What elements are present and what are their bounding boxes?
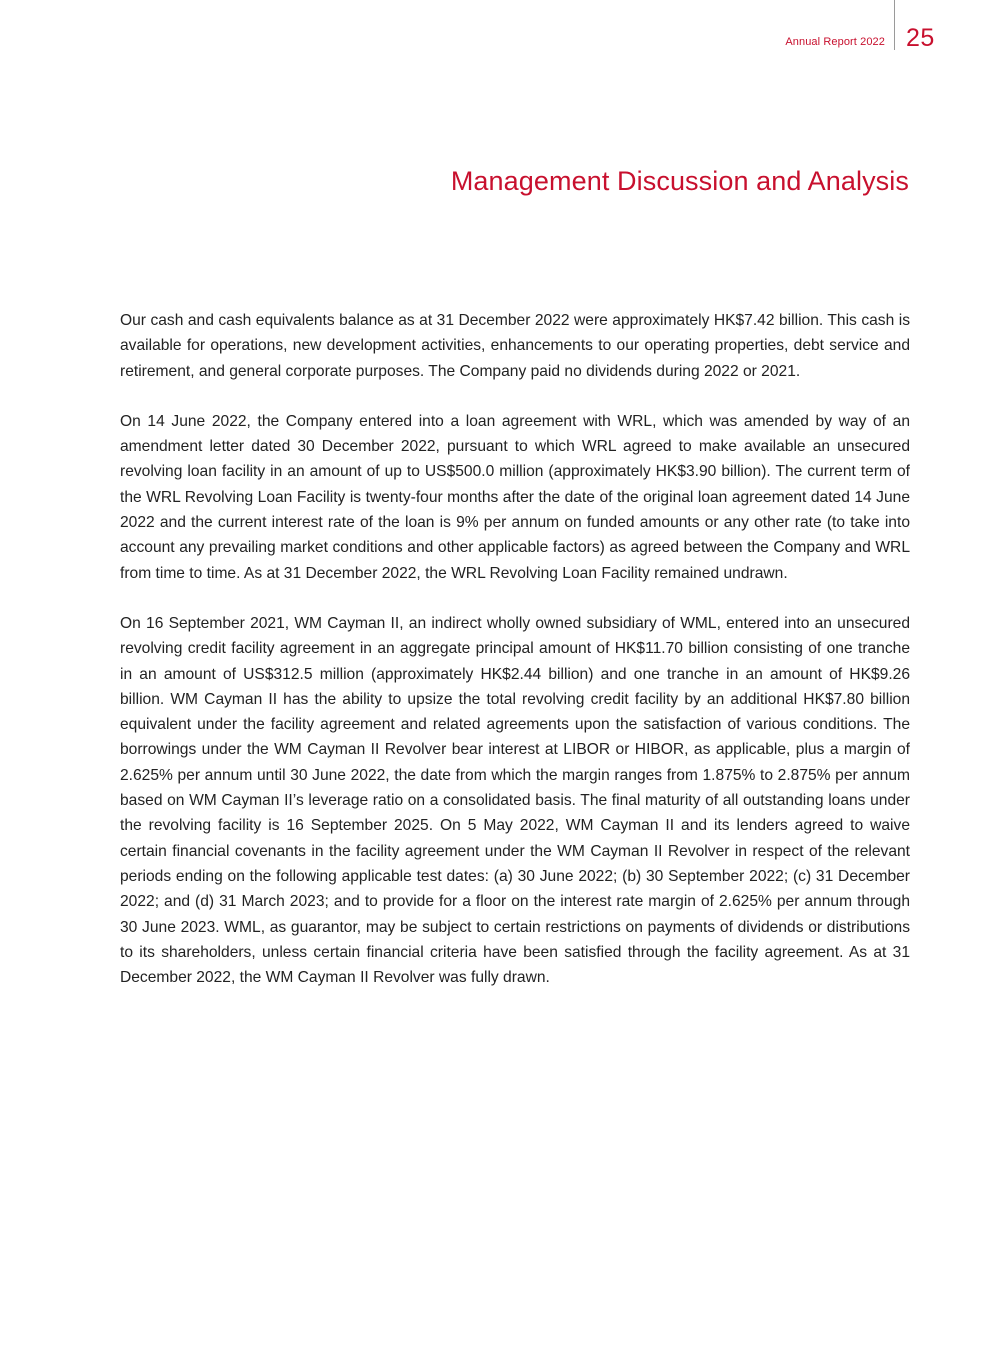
header-divider [894, 0, 895, 50]
page-header [0, 0, 1006, 60]
body-text [120, 308, 910, 1015]
page-number: 25 [906, 24, 935, 52]
paragraph-cash-balance: Our cash and cash equivalents balance as at 31 December 2022 were approximately HK$7.42 billion. This cash is available for operations, new development activities, enhancements to our operating properties, debt service and retirement, and general corporate purposes. The Company paid no dividends during 2022 or 2021. [120, 312, 910, 380]
paragraph-wm-cayman-revolver: On 16 September 2021, WM Cayman II, an indirect wholly owned subsidiary of WML, entered into an unsecured revolving credit facility agreement in an aggregate principal amount of HK$11.70 billion consisting of one tranche in an amount of US$312.5 million (approximately HK$2.44 billion) and one tranche in an amount of HK$9.26 billion. WM Cayman II has the ability to upsize the total revolving credit facility by an additional HK$7.80 billion equivalent under the facility agreement and related agreements upon the satisfaction of various conditions. The borrowings under the WM Cayman II Revolver bear interest at LIBOR or HIBOR, as applicable, plus a margin of 2.625% per annum until 30 June 2022, the date from which the margin ranges from 1.875% to 2.875% per annum based on WM Cayman II’s leverage ratio on a consolidated basis. The final maturity of all outstanding loans under the revolving facility is 16 September 2025. On 5 May 2022, WM Cayman II and its lenders agreed to waive certain financial covenants in the facility agreement under the WM Cayman II Revolver in respect of the relevant periods ending on the following applicable test dates: (a) 30 June 2022; (b) 30 September 2022; (c) 31 December 2022; and (d) 31 March 2023; and to provide for a floor on the interest rate margin of 2.625% per annum through 30 June 2023. WML, as guarantor, may be subject to certain restrictions on payments of dividends or distributions to its shareholders, unless certain financial criteria have been satisfied through the facility agreement. As at 31 December 2022, the WM Cayman II Revolver was fully drawn. [120, 614, 910, 987]
section-title: Management Discussion and Analysis [450, 166, 909, 196]
paragraph-wrl-loan: On 14 June 2022, the Company entered into a loan agreement with WRL, which was amended by way of an amendment letter dated 30 December 2022, pursuant to which WRL agreed to make available an unsecured revolving loan facility in an amount of up to US$500.0 million (approximately HK$3.90 billion). The current term of the WRL Revolving Loan Facility is twenty-four months after the date of the original loan agreement dated 14 June 2022 and the current interest rate of the loan is 9% per annum on funded amounts or any other rate (to take into account any prevailing market conditions and other applicable factors) as agreed between the Company and WRL from time to time. As at 31 December 2022, the WRL Revolving Loan Facility remained undrawn. [120, 412, 910, 582]
running-title: Annual Report 2022 [785, 36, 885, 48]
